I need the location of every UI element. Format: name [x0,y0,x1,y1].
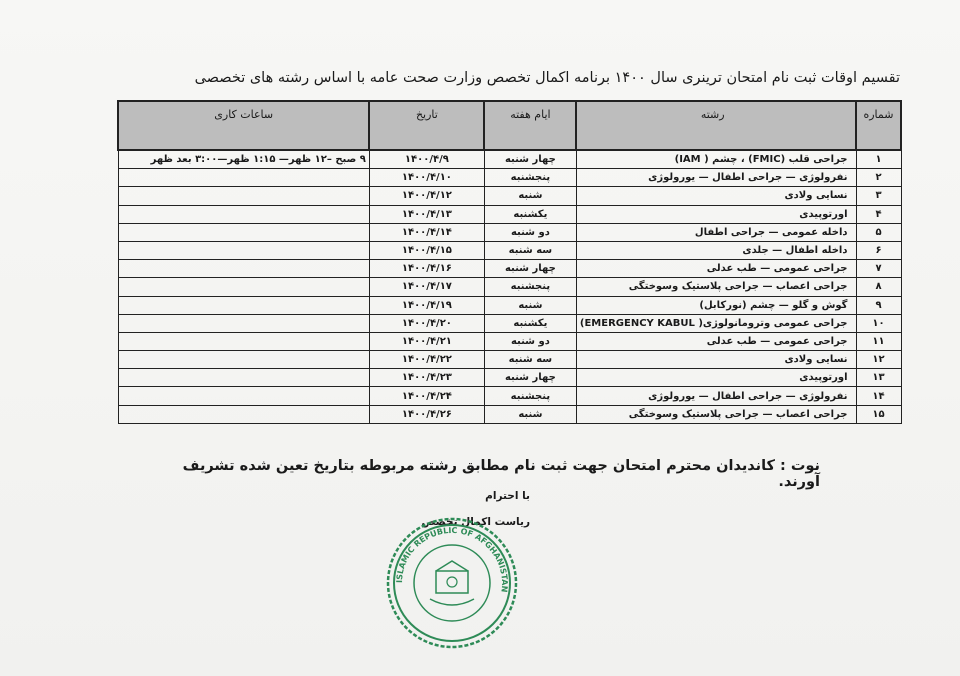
table-row [118,314,901,332]
row-number: ۸ [856,278,901,296]
row-date: ۱۴۰۰/۴/۲۱ [369,332,484,350]
col-header-date: تاریخ [369,101,484,150]
row-hours: ۹ صبح –۱۲ ظهر— ۱:۱۵ ظهر—۳:۰۰ بعد ظهر [118,150,369,169]
row-hours [118,205,369,223]
table-row [118,169,901,187]
row-weekday: یکشنبه [484,314,576,332]
row-hours [118,405,369,423]
row-hours [118,223,369,241]
row-field: نسایی ولادی [576,187,856,205]
row-weekday: چهار شنبه [484,369,576,387]
authority-text: ریاست اکمال تخصص [421,516,530,528]
row-weekday: سه شنبه [484,241,576,259]
row-number: ۱۲ [856,351,901,369]
row-date: ۱۴۰۰/۴/۹ [369,150,484,169]
row-number: ۱۵ [856,405,901,423]
table-row [118,332,901,350]
row-number: ۵ [856,223,901,241]
row-hours [118,387,369,405]
row-number: ۲ [856,169,901,187]
row-weekday: شنبه [484,405,576,423]
table-row [118,387,901,405]
row-date: ۱۴۰۰/۴/۱۵ [369,241,484,259]
row-field: جراحی عمومی — طب عدلی [576,260,856,278]
row-field: جراحی اعصاب — جراحی پلاستیک وسوختگی [576,405,856,423]
table-row [118,205,901,223]
table-row [118,351,901,369]
row-field: داخله اطفال — جلدی [576,241,856,259]
row-date: ۱۴۰۰/۴/۱۴ [369,223,484,241]
schedule-table [117,100,902,424]
row-hours [118,369,369,387]
emblem-icon [430,561,474,605]
row-date: ۱۴۰۰/۴/۱۹ [369,296,484,314]
table-row [118,150,901,169]
row-weekday: چهار شنبه [484,260,576,278]
row-date: ۱۴۰۰/۴/۲۰ [369,314,484,332]
row-hours [118,278,369,296]
col-header-field: رشته [576,101,856,150]
row-number: ۹ [856,296,901,314]
row-number: ۱۱ [856,332,901,350]
col-header-weekday: ایام هفته [484,101,576,150]
row-date: ۱۴۰۰/۴/۲۲ [369,351,484,369]
row-weekday: چهار شنبه [484,150,576,169]
row-hours [118,351,369,369]
row-field: جراحی عمومی وترومانولوژی( EMERGENCY KABUL) [576,314,856,332]
document-title: تقسیم اوقات ثبت نام امتحان ترینری سال ۱۴۰۰ برنامه اکمال تخصص وزارت صحت عامه با اساس رشته های تخصصی [194,70,900,86]
row-field: نفرولوژی — جراحی اطفال — یورولوژی [576,169,856,187]
regards-text: با احترام [485,490,530,502]
official-stamp [384,515,520,651]
row-weekday: شنبه [484,187,576,205]
row-date: ۱۴۰۰/۴/۱۷ [369,278,484,296]
table-row [118,241,901,259]
note-text: نوت : کاندیدان محترم امتحان جهت ثبت نام مطابق رشته مربوطه بتاریخ تعین شده تشریف آورند. [182,458,820,490]
row-number: ۴ [856,205,901,223]
row-weekday: دو شنبه [484,223,576,241]
row-date: ۱۴۰۰/۴/۲۳ [369,369,484,387]
table-row [118,260,901,278]
table-row [118,405,901,423]
table-row [118,296,901,314]
row-hours [118,169,369,187]
row-field: گوش و گلو — چشم (نورکابل) [576,296,856,314]
row-field: نسایی ولادی [576,351,856,369]
row-number: ۷ [856,260,901,278]
row-hours [118,332,369,350]
table-row [118,187,901,205]
row-number: ۶ [856,241,901,259]
row-field: جراحی اعصاب — جراحی پلاستیک وسوختگی [576,278,856,296]
row-weekday: یکشنبه [484,205,576,223]
row-field: جراحی قلب (FMIC) ، چشم ( IAM) [576,150,856,169]
row-weekday: دو شنبه [484,332,576,350]
row-hours [118,187,369,205]
row-field: اورتوپیدی [576,369,856,387]
col-header-number: شماره [856,101,901,150]
row-number: ۱۳ [856,369,901,387]
row-number: ۱۴ [856,387,901,405]
row-date: ۱۴۰۰/۴/۲۶ [369,405,484,423]
table-row [118,223,901,241]
table-row [118,278,901,296]
row-weekday: شنبه [484,296,576,314]
row-field: نفرولوژی — جراحی اطفال — یورولوژی [576,387,856,405]
row-hours [118,296,369,314]
row-date: ۱۴۰۰/۴/۱۳ [369,205,484,223]
row-hours [118,241,369,259]
table-header-row [118,101,901,150]
row-field: جراحی عمومی — طب عدلی [576,332,856,350]
row-date: ۱۴۰۰/۴/۱۰ [369,169,484,187]
row-hours [118,314,369,332]
row-weekday: پنجشنبه [484,387,576,405]
row-weekday: سه شنبه [484,351,576,369]
row-field: اورتوپیدی [576,205,856,223]
row-number: ۱۰ [856,314,901,332]
row-hours [118,260,369,278]
row-number: ۳ [856,187,901,205]
row-weekday: پنجشنبه [484,169,576,187]
row-date: ۱۴۰۰/۴/۲۴ [369,387,484,405]
col-header-hours: ساعات کاری [118,101,369,150]
row-date: ۱۴۰۰/۴/۱۶ [369,260,484,278]
row-number: ۱ [856,150,901,169]
table-row [118,369,901,387]
svg-text:ISLAMIC REPUBLIC OF AFGHANISTA: ISLAMIC REPUBLIC OF AFGHANISTAN [394,525,510,593]
row-field: داخله عمومی — جراحی اطفال [576,223,856,241]
row-date: ۱۴۰۰/۴/۱۲ [369,187,484,205]
row-weekday: پنجشنبه [484,278,576,296]
